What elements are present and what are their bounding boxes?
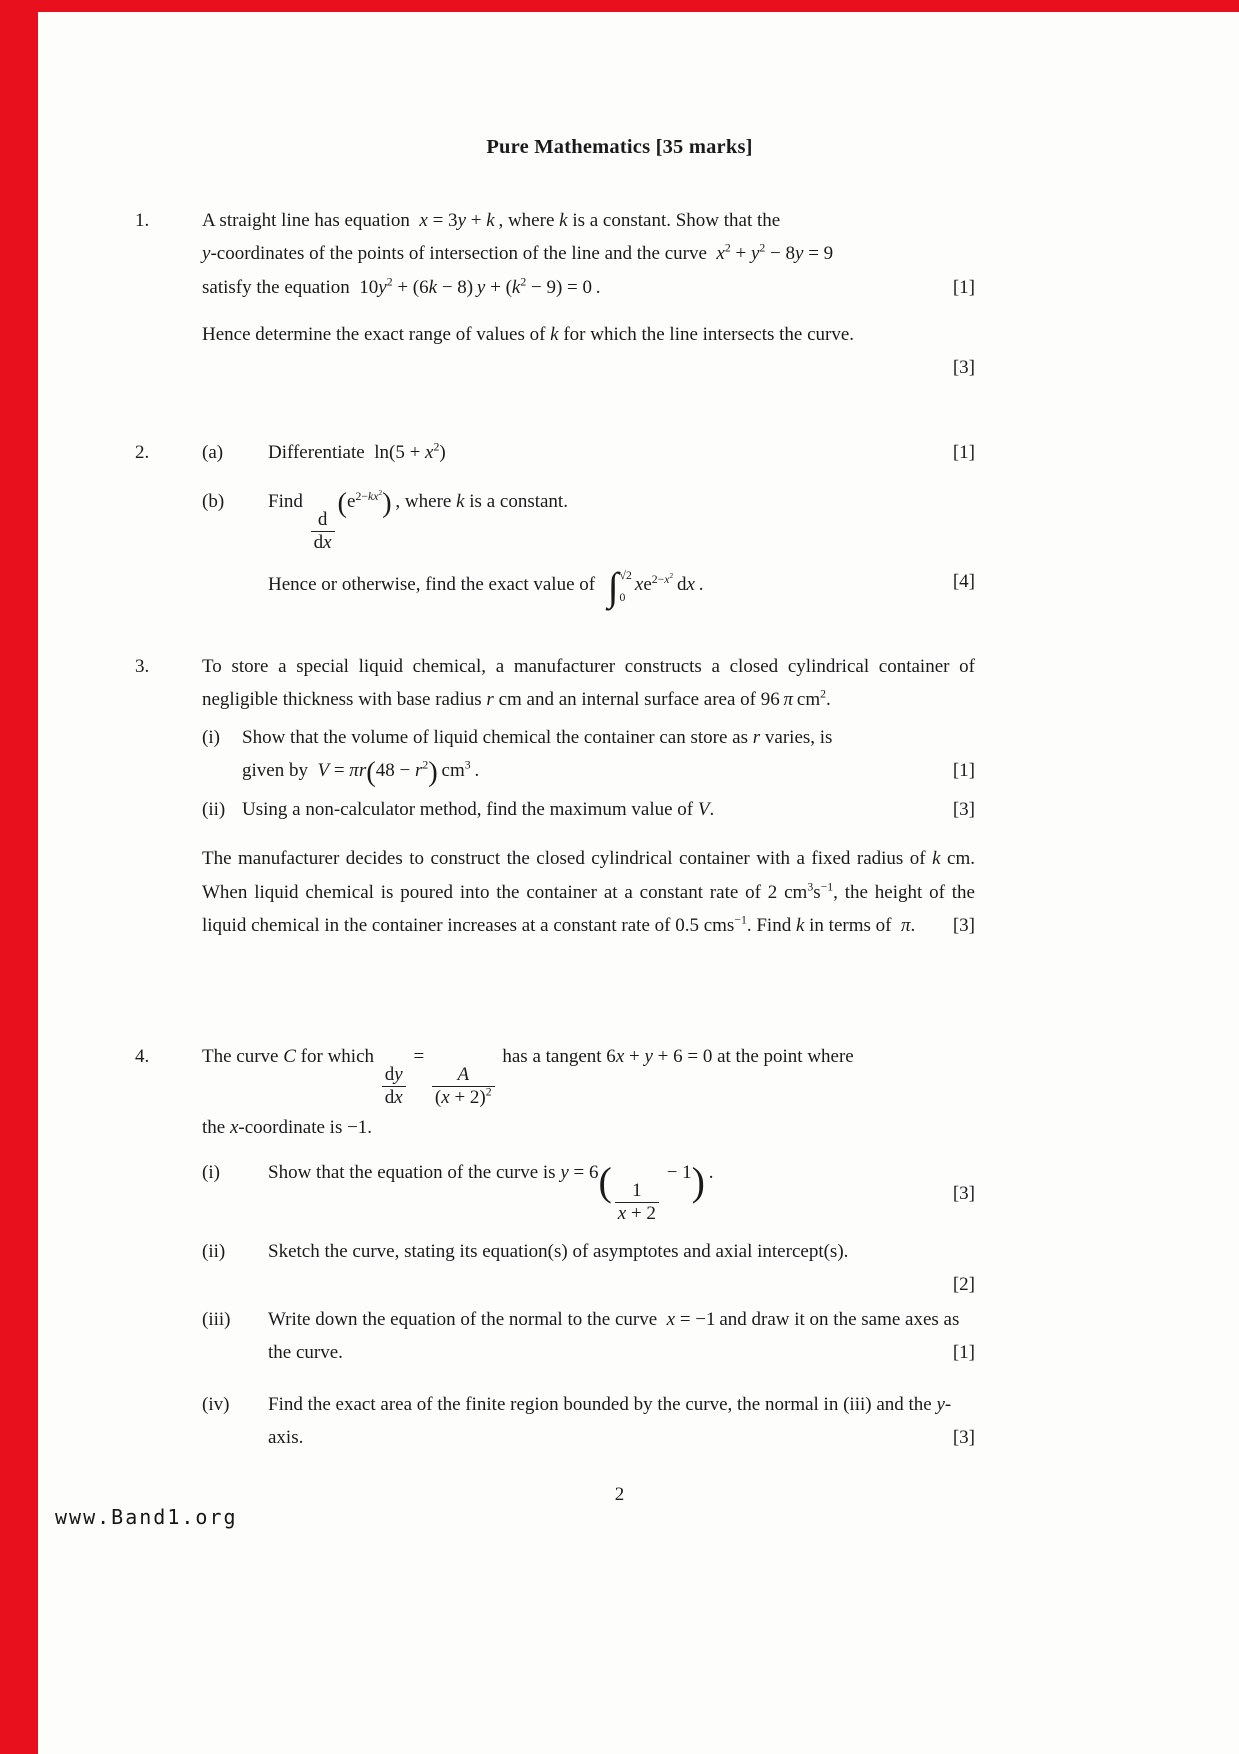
question-1-hence xyxy=(202,318,975,351)
part-label: (ii) xyxy=(202,799,226,820)
question-4i-text: Show that the equation of the curve is y = 6( $\frac{1}{x + 2}$ − 1) . xyxy=(268,1158,714,1224)
marks-label: [3] xyxy=(952,799,975,820)
question-2 xyxy=(135,436,975,610)
question-2b-text: Find $\frac{d}{dx}$ $(e^{2-kx^2})$ , where k is a constant. xyxy=(268,488,568,554)
page-number: 2 xyxy=(614,1484,625,1505)
question-3ii xyxy=(202,793,975,826)
question-3-intro xyxy=(202,650,975,717)
scan-edge-top xyxy=(0,0,1239,12)
question-4iv-text: Find the exact area of the finite region bounded by the curve, the normal in (iii) and the y-axis. xyxy=(268,1393,952,1448)
question-2b xyxy=(202,485,975,554)
part-label: (iii) xyxy=(202,1309,231,1331)
question-4ii xyxy=(202,1235,975,1268)
part-label: (iv) xyxy=(202,1393,230,1415)
question-1-body xyxy=(202,204,975,304)
question-4 xyxy=(135,1040,975,1454)
question-4-intro xyxy=(202,1040,975,1109)
page-title: Pure Mathematics [35 marks] xyxy=(486,136,753,158)
question-2-number: 2. xyxy=(135,442,150,463)
question-4-intro2-text: the x-coordinate is −1. xyxy=(202,1116,373,1138)
part-label: (b) xyxy=(202,491,225,513)
marks-label: [1] xyxy=(952,1342,975,1364)
question-3-intro-text: To store a special liquid chemical, a manufacturer constructs a closed cylindrical container of negligible thickness with base radius r cm and an internal surface area of 96 π $cm^2$. xyxy=(202,656,975,711)
question-4i xyxy=(202,1156,975,1225)
question-2b-hence-text: Hence or otherwise, find the exact value of ∫ √2 0 $xe^{2-x^2}$ dx . xyxy=(268,564,704,610)
question-3-outro xyxy=(202,842,975,942)
marks-label: [1] xyxy=(952,759,975,781)
part-label: (i) xyxy=(202,726,220,748)
part-label-spacer xyxy=(202,568,268,606)
question-1 xyxy=(135,204,975,384)
question-3ii-text: Using a non-calculator method, find the maximum value of V. xyxy=(242,799,715,820)
question-3-number: 3. xyxy=(135,656,150,677)
question-4iii xyxy=(202,1303,975,1370)
marks-label: [3] xyxy=(952,914,975,936)
marks-label: [1] xyxy=(952,442,975,463)
marks-label: [3] xyxy=(952,1183,975,1205)
part-label: (a) xyxy=(202,442,224,463)
question-2a-text: Differentiate $\ln(5 + x^2)$ xyxy=(268,440,446,463)
question-2a xyxy=(202,436,975,469)
question-1-hence-text: Hence determine the exact range of values of k for which the line intersects the curve. xyxy=(202,323,855,345)
part-label: (ii) xyxy=(202,1240,226,1262)
question-2b-hence xyxy=(202,564,975,610)
question-3i-text: Show that the volume of liquid chemical the container can store as r varies, is given by $V = \pi r(48 - r^2)$ $cm^3$ . xyxy=(242,726,833,788)
question-1-number: 1. xyxy=(135,210,150,231)
question-4-intro2 xyxy=(202,1111,975,1144)
question-4ii-text: Sketch the curve, stating its equation(s) of asymptotes and axial intercept(s). xyxy=(268,1240,849,1262)
part-label: (i) xyxy=(202,1161,220,1183)
marks-label: [3] xyxy=(952,357,975,378)
question-3 xyxy=(135,650,975,942)
question-1-text: A straight line has equation x = 3y + k , where k is a constant. Show that the y-coordinates of the points of intersection of the line and the curve $x^2 + y^2 - 8y = 9$ satisfy the equation $10y^2 + (6k - 8) y + (k^2 - 9) = 0$ . xyxy=(202,210,834,298)
watermark-url: www.Band1.org xyxy=(55,1505,238,1529)
question-4iii-text: Write down the equation of the normal to the curve x = −1 and draw it on the same axes as the curve. xyxy=(268,1309,960,1364)
question-3i xyxy=(202,721,975,788)
question-4-number: 4. xyxy=(135,1046,150,1067)
question-4iv xyxy=(202,1388,975,1455)
question-3-outro-text: The manufacturer decides to construct the closed cylindrical container with a fixed radius of k cm. When liquid chemical is poured into the container at a constant rate of 2 $cm^3s^{-1}$, the height of the liquid chemical in the container increases at a constant rate of 0.5 cms$^{-1}$. Find k in terms of π. xyxy=(202,848,975,936)
marks-label: [2] xyxy=(952,1273,975,1295)
marks-label: [3] xyxy=(952,1426,975,1448)
marks-label: [1] xyxy=(952,276,975,298)
marks-label: [4] xyxy=(952,571,975,593)
question-4-intro-text: The curve C for which $\frac{dy}{dx}$ = $\frac{A}{(x + 2)^2}$ has a tangent 6x + y + 6 = 0 at the point where xyxy=(202,1046,854,1108)
